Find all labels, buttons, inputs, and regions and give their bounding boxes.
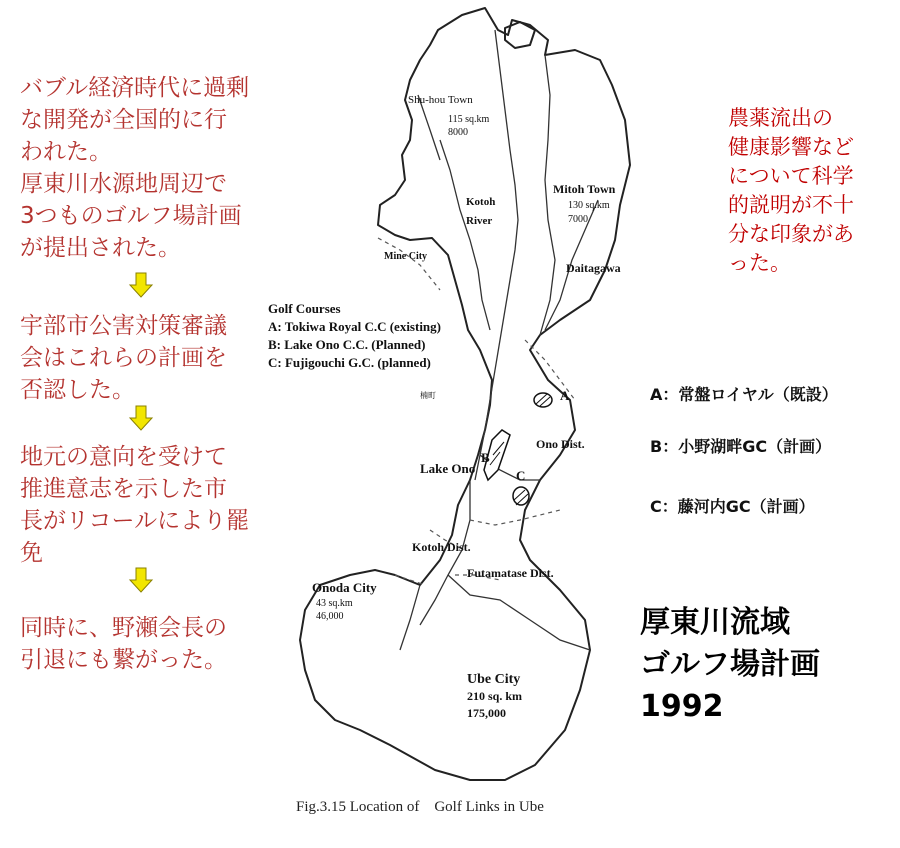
right-note-line: った。 (728, 251, 791, 275)
left-text-line: が提出された。 (20, 235, 181, 261)
river-line (400, 585, 420, 650)
right-note-line: について科学 (728, 164, 854, 188)
ube-map (260, 0, 640, 800)
left-text-line: 同時に、野瀬会長の (20, 615, 227, 641)
label-onoda-city: Onoda City (312, 580, 377, 595)
boundary-dotted (470, 510, 560, 525)
label-kanji-small: 楠町 (420, 391, 436, 400)
left-block-4 (20, 612, 227, 676)
legend-a: A：常盤ロイヤル（既設） (650, 385, 838, 404)
label-ube-pop: 175,000 (467, 706, 506, 720)
label-kotoh-river: River (466, 215, 493, 227)
left-text-line: 会はこれらの計画を (20, 345, 227, 371)
title-line: 厚東川流域 (640, 605, 790, 640)
left-text-line: 引退にも繋がった。 (20, 647, 227, 673)
label-shuhou-pop: 8000 (448, 127, 468, 138)
down-arrow-icon (128, 567, 154, 593)
right-note (728, 104, 854, 278)
golf-c-marker (513, 487, 529, 505)
label-ube-area: 210 sq. km (467, 689, 523, 703)
label-marker-a: A (560, 388, 570, 403)
right-note-line: 農薬流出の (728, 106, 833, 130)
label-daitagawa: Daitagawa (566, 261, 621, 275)
label-golf-a: A: Tokiwa Royal C.C (existing) (268, 319, 441, 334)
right-note-line: 的説明が不十 (728, 193, 854, 217)
label-mitoh-town: Mitoh Town (553, 182, 616, 196)
title-line: ゴルフ場計画 (640, 647, 820, 682)
left-text-line: 否認した。 (20, 377, 135, 403)
division-line (440, 140, 493, 330)
left-text-line: な開発が全国的に行 (20, 107, 227, 133)
left-text-line: 厚東川水源地周辺で (20, 171, 227, 197)
left-text-line: 免 (20, 540, 43, 566)
label-ono-dist: Ono Dist. (536, 437, 585, 451)
label-onoda-pop: 46,000 (316, 611, 344, 622)
left-text-line: 推進意志を示した市 (20, 476, 227, 502)
label-ube-city: Ube City (467, 672, 521, 687)
label-golf-title: Golf Courses (268, 301, 341, 316)
label-mitoh-area: 130 sq.km (568, 200, 610, 211)
left-block-2 (20, 310, 227, 406)
right-note-line: 分な印象があ (728, 222, 854, 246)
label-kotoh-river: Kotoh (466, 196, 496, 208)
left-block-1 (20, 72, 249, 264)
title-line: 1992 (640, 689, 724, 724)
left-block-3 (20, 441, 249, 569)
page-title (640, 602, 820, 728)
label-shuhou-town: Shu-hou Town (408, 94, 473, 106)
label-lake-ono: Lake Ono (420, 461, 476, 476)
legend-c: C：藤河内GC（計画） (650, 497, 815, 516)
label-marker-c: C (516, 468, 526, 483)
left-text-line: 3つものゴルフ場計画 (20, 203, 242, 229)
left-text-line: バブル経済時代に過剰 (20, 75, 250, 101)
label-kotoh-dist: Kotoh Dist. (412, 540, 471, 554)
label-golf-c: C: Fujigouchi G.C. (planned) (268, 355, 431, 370)
label-mitoh-pop: 7000 (568, 214, 588, 225)
left-text-line: 宇部市公害対策審議 (20, 313, 227, 339)
label-marker-b: B (481, 450, 490, 465)
right-note-line: 健康影響など (728, 135, 854, 159)
label-shuhou-area: 115 sq.km (448, 114, 490, 125)
river-line (448, 575, 590, 650)
golf-a-marker (534, 393, 552, 407)
left-text-line: 長がリコールにより罷 (20, 508, 250, 534)
label-onoda-area: 43 sq.km (316, 598, 353, 609)
left-text-line: 地元の意向を受けて (20, 444, 227, 470)
label-mine-city: Mine City (384, 251, 428, 262)
map-caption: Fig.3.15 Location of Golf Links in Ube (296, 799, 544, 815)
label-futamatase: Futamatase Dist. (467, 566, 554, 580)
left-text-line: われた。 (20, 139, 112, 165)
kotoh-river-line (475, 30, 518, 480)
down-arrow-icon (128, 272, 154, 298)
label-golf-b: B: Lake Ono C.C. (Planned) (268, 337, 426, 352)
boundary-dotted (378, 238, 440, 290)
down-arrow-icon (128, 405, 154, 431)
legend-b: B：小野湖畔GC（計画） (650, 437, 832, 456)
